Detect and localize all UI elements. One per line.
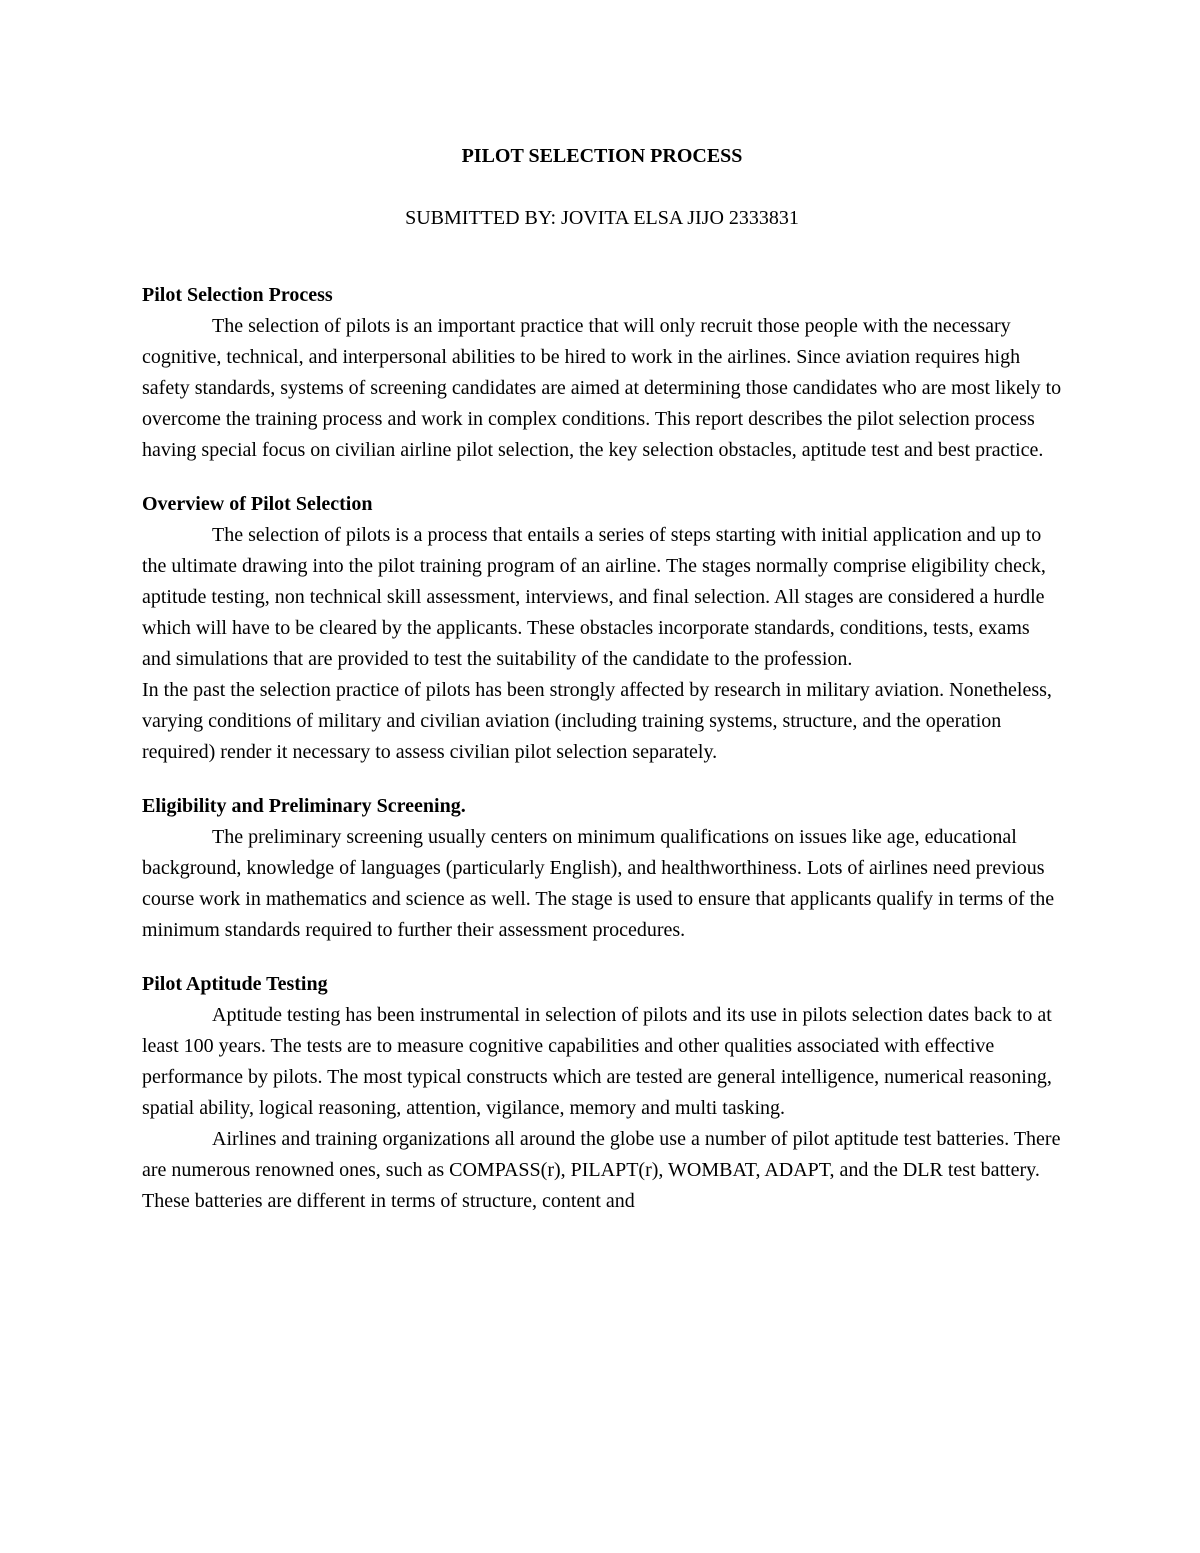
paragraph: Airlines and training organizations all around the globe use a number of pilot aptitude test batteries. There are numerous renowned ones, such as COMPASS(r), PILAPT(r), WOMBAT, ADAPT, and the DLR test battery. These batteries are different in terms of structure, content and	[142, 1128, 1061, 1212]
section-heading: Eligibility and Preliminary Screening.	[142, 795, 466, 817]
section-heading: Pilot Selection Process	[142, 284, 333, 306]
spacer	[142, 946, 1062, 969]
paragraph: Aptitude testing has been instrumental in selection of pilots and its use in pilots selection dates back to at least 100 years. The tests are to measure cognitive capabilities and other qualities associated with effective performance by pilots. The most typical constructs which are tested are general intelligence, numerical reasoning, spatial ability, logical reasoning, attention, vigilance, memory and multi tasking.	[142, 1004, 1052, 1119]
section-heading: Pilot Aptitude Testing	[142, 973, 328, 995]
section-eligibility-screening	[142, 791, 1062, 946]
paragraph: The selection of pilots is an important practice that will only recruit those people with the necessary cognitive, technical, and interpersonal abilities to be hired to work in the airlines. Since aviation requires high safety standards, systems of screening candidates are aimed at determining those candidates who are most likely to overcome the training process and work in complex conditions. This report describes the pilot selection process having special focus on civilian airline pilot selection, the key selection obstacles, aptitude test and best practice.	[142, 315, 1062, 461]
paragraph: The selection of pilots is a process that entails a series of steps starting with initial application and up to the ultimate drawing into the pilot training program of an airline. The stages normally comprise eligibility check, aptitude testing, non technical skill assessment, interviews, and final selection. All stages are considered a hurdle which will have to be cleared by the applicants. These obstacles incorporate standards, conditions, tests, exams and simulations that are provided to test the suitability of the candidate to the profession.	[142, 524, 1046, 670]
spacer	[142, 768, 1062, 791]
spacer	[142, 466, 1062, 489]
paragraph: The preliminary screening usually centers on minimum qualifications on issues like age, educational background, knowledge of languages (particularly English), and healthworthiness. Lots of airlines need previous course work in mathematics and science as well. The stage is used to ensure that applicants qualify in terms of the minimum standards required to further their assessment procedures.	[142, 826, 1055, 941]
submitted-by-line: SUBMITTED BY: JOVITA ELSA JIJO 2333831	[405, 207, 799, 229]
spacer	[142, 236, 1062, 280]
section-pilot-selection-process	[142, 280, 1062, 466]
section-overview-of-pilot-selection	[142, 489, 1062, 768]
section-heading: Overview of Pilot Selection	[142, 493, 373, 515]
document-title: PILOT SELECTION PROCESS	[461, 145, 743, 167]
section-pilot-aptitude-testing	[142, 969, 1062, 1217]
document-body	[142, 138, 1062, 1217]
paragraph: In the past the selection practice of pilots has been strongly affected by research in military aviation. Nonetheless, varying conditions of military and civilian aviation (including training systems, structure, and the operation required) render it necessary to assess civilian pilot selection separately.	[142, 679, 1052, 763]
